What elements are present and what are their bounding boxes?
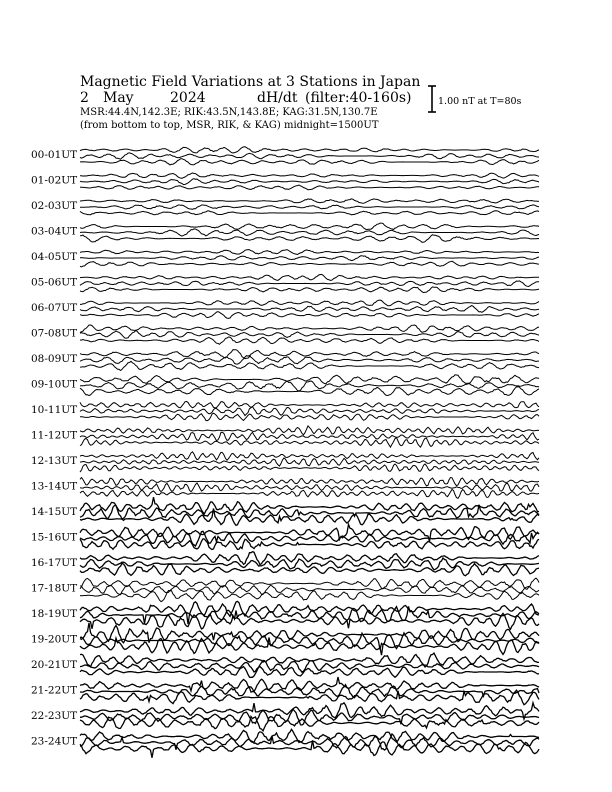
trace-line-kag — [80, 185, 539, 190]
hour-row — [31, 401, 539, 420]
trace-line-rik — [80, 306, 539, 313]
trace-line-msr — [80, 250, 539, 255]
row-label: 10-11UT — [31, 404, 78, 416]
hour-row — [31, 426, 539, 447]
hour-row — [31, 300, 539, 318]
row-label: 23-24UT — [31, 735, 78, 748]
row-label: 09-10UT — [31, 378, 78, 391]
hour-row — [31, 677, 539, 705]
row-label: 02-03UT — [31, 200, 78, 212]
row-label: 01-02UT — [31, 174, 78, 187]
order-note: (from bottom to top, MSR, RIK, & KAG) — [80, 120, 281, 131]
row-label: 04-05UT — [31, 251, 78, 263]
trace-line-msr — [80, 223, 539, 230]
row-label: 16-17UT — [31, 557, 78, 569]
trace-line-kag — [80, 312, 539, 319]
chart-header — [80, 74, 420, 131]
hour-row — [31, 703, 539, 731]
trace-line-rik — [80, 432, 539, 440]
trace-line-rik — [80, 153, 539, 159]
trace-line-msr — [80, 173, 539, 178]
filter-label: (filter:40-160s) — [305, 90, 412, 106]
trace-line-rik — [80, 407, 539, 416]
row-label: 12-13UT — [31, 455, 78, 467]
trace-line-msr — [80, 426, 539, 435]
trace-line-msr — [80, 274, 539, 280]
hour-row — [31, 250, 539, 267]
row-label: 21-22UT — [31, 684, 78, 697]
trace-line-kag — [80, 261, 539, 267]
trace-line-kag — [80, 539, 539, 550]
midnight-note: midnight=1500UT — [284, 120, 379, 131]
date-year: 2024 — [170, 90, 206, 106]
date-month: May — [103, 90, 134, 106]
date-day: 2 — [80, 90, 89, 106]
trace-line-kag — [80, 489, 539, 498]
row-label: 07-08UT — [31, 327, 78, 340]
hour-row — [31, 147, 539, 165]
trace-line-msr — [80, 375, 539, 384]
trace-line-kag — [80, 667, 539, 678]
hour-row — [31, 552, 539, 576]
hour-row — [31, 274, 539, 292]
row-label: 08-09UT — [31, 353, 78, 365]
trace-line-kag — [80, 361, 539, 370]
hour-row — [31, 375, 539, 396]
hour-row — [31, 497, 539, 525]
row-label: 19-20UT — [31, 633, 78, 646]
trace-line-kag — [80, 159, 539, 165]
hour-row — [31, 601, 539, 629]
trace-rows — [31, 147, 539, 758]
row-label: 05-06UT — [31, 276, 78, 289]
scale-bar — [428, 86, 522, 112]
row-label: 20-21UT — [31, 659, 78, 671]
hour-row — [31, 325, 539, 344]
trace-line-rik — [80, 685, 539, 698]
hour-row — [31, 173, 539, 190]
trace-line-kag — [80, 287, 539, 293]
trace-line-kag — [80, 438, 539, 448]
row-label: 00-01UT — [31, 149, 78, 161]
trace-line-msr — [80, 199, 539, 204]
trace-line-msr — [80, 578, 539, 589]
row-label: 17-18UT — [31, 582, 78, 595]
row-label: 03-04UT — [31, 225, 78, 238]
row-label: 15-16UT — [31, 531, 78, 544]
hour-row — [31, 223, 539, 242]
trace-line-rik — [80, 229, 539, 236]
hour-row — [31, 478, 539, 499]
hour-row — [31, 729, 539, 757]
trace-line-kag — [80, 211, 539, 215]
hour-row — [31, 199, 539, 215]
trace-line-rik — [80, 709, 539, 725]
hour-row — [31, 350, 539, 371]
hour-row — [31, 578, 539, 602]
trace-line-rik — [80, 458, 539, 466]
trace-line-rik — [80, 179, 539, 185]
trace-line-msr — [80, 401, 539, 408]
trace-line-rik — [80, 205, 539, 209]
quantity-label: dH/dt — [257, 90, 298, 106]
row-label: 11-12UT — [31, 429, 78, 442]
trace-line-msr — [80, 147, 539, 153]
row-label: 06-07UT — [31, 302, 78, 314]
trace-line-kag — [80, 235, 539, 243]
trace-line-msr — [80, 325, 539, 333]
trace-line-rik — [80, 483, 539, 492]
trace-line-rik — [80, 558, 539, 570]
trace-line-kag — [80, 413, 539, 420]
trace-line-rik — [80, 256, 539, 261]
row-label: 13-14UT — [31, 480, 78, 493]
trace-line-kag — [80, 591, 539, 602]
trace-line-msr — [80, 552, 539, 565]
trace-line-kag — [80, 717, 539, 731]
row-label: 22-23UT — [31, 710, 78, 722]
trace-line-msr — [80, 497, 539, 514]
hour-row — [31, 525, 539, 550]
trace-line-kag — [80, 387, 539, 396]
hour-row — [31, 452, 539, 472]
trace-line-rik — [80, 331, 539, 338]
hour-row — [31, 653, 539, 677]
hour-row — [31, 623, 539, 655]
trace-line-msr — [80, 677, 539, 692]
row-label: 14-15UT — [31, 506, 78, 518]
trace-line-kag — [80, 337, 539, 344]
trace-line-rik — [80, 281, 539, 287]
trace-line-msr — [80, 300, 539, 306]
stations-label: MSR:44.4N,142.3E; RIK:43.5N,143.8E; KAG:31.5N,130.7E — [80, 107, 378, 118]
trace-line-msr — [80, 703, 539, 719]
chart-title: Magnetic Field Variations at 3 Stations in Japan — [80, 74, 421, 90]
row-label: 18-19UT — [31, 608, 78, 620]
trace-line-msr — [80, 452, 539, 460]
trace-line-msr — [80, 478, 539, 486]
scale-bar-label: 1.00 nT at T=80s — [438, 96, 522, 107]
